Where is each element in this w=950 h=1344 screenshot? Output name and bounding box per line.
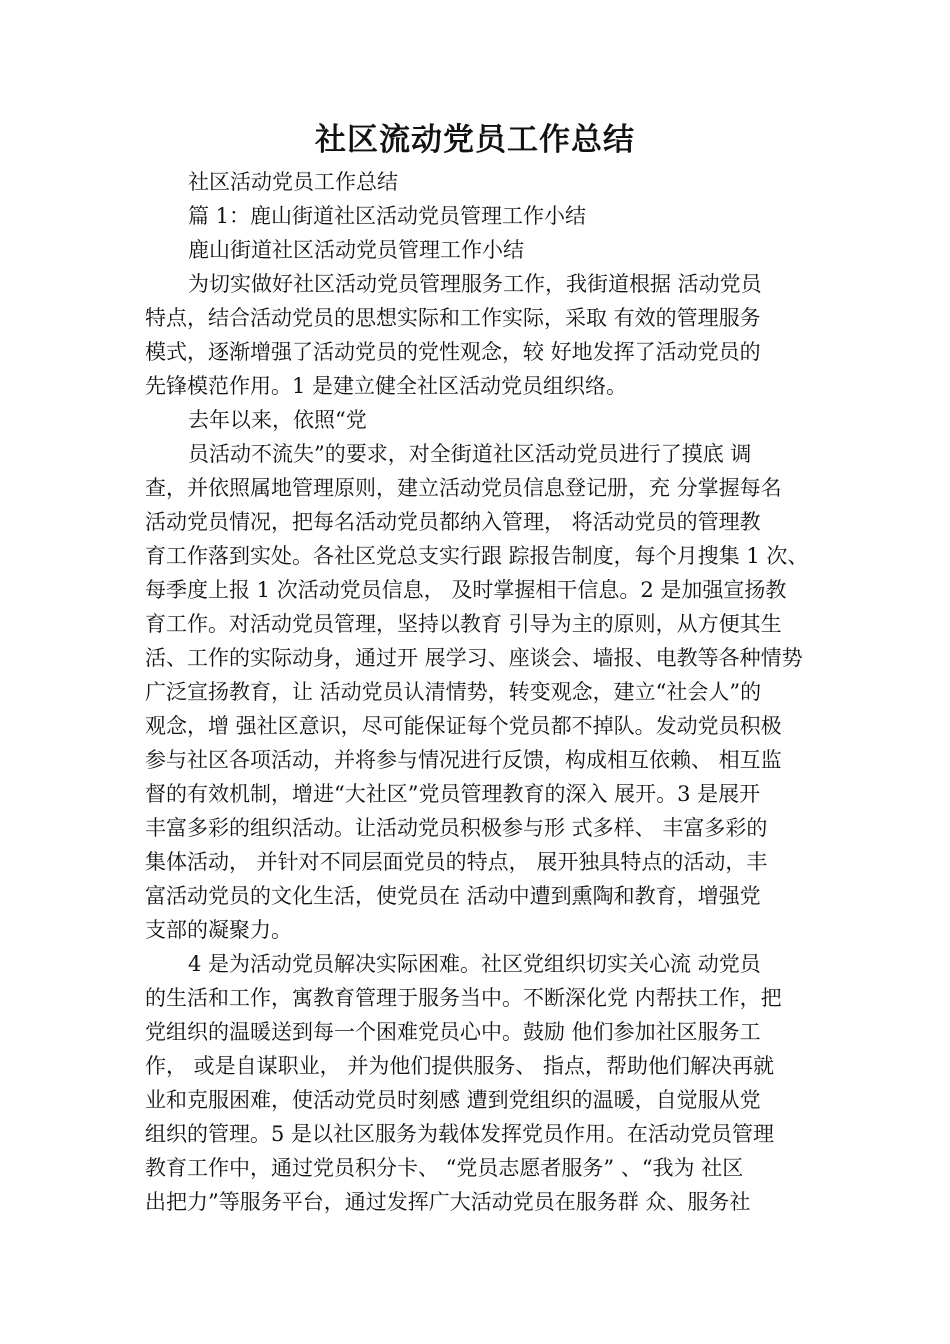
section-subtitle: 鹿山街道社区活动党员管理工作小结	[188, 238, 524, 262]
paragraph-line: 作， 或是自谋职业， 并为他们提供服务、 指点，帮助他们解决再就	[145, 1054, 775, 1078]
paragraph-line: 4 是为活动党员解决实际困难。社区党组织切实关心流 动党员	[188, 952, 761, 976]
paragraph-line: 先锋模范作用。1 是建立健全社区活动党员组织络。	[145, 374, 628, 398]
paragraph-line: 育工作落到实处。各社区党总支实行跟 踪报告制度，每个月搜集 1 次、	[145, 544, 809, 568]
paragraph-line: 丰富多彩的组织活动。让活动党员积极参与形 式多样、 丰富多彩的	[145, 816, 768, 840]
paragraph-line: 去年以来，依照“党	[188, 408, 367, 432]
paragraph-line: 出把力”等服务平台，通过发挥广大活动党员在服务群 众、服务社	[145, 1190, 751, 1214]
paragraph-line: 观念，增 强社区意识，尽可能保证每个党员都不掉队。发动党员积极	[145, 714, 782, 738]
paragraph-line: 督的有效机制，增进“大社区”党员管理教育的深入 展开。3 是展开	[145, 782, 761, 806]
paragraph-line: 的生活和工作，寓教育管理于服务当中。不断深化党 内帮扶工作，把	[145, 986, 782, 1010]
paragraph-line: 查，并依照属地管理原则，建立活动党员信息登记册，充 分掌握每名	[145, 476, 782, 500]
paragraph-line: 组织的管理。5 是以社区服务为载体发挥党员作用。在活动党员管理	[145, 1122, 775, 1146]
paragraph-line: 广泛宣扬教育，让 活动党员认清情势，转变观念，建立“社会人”的	[145, 680, 762, 704]
paragraph-line: 富活动党员的文化生活，使党员在 活动中遭到熏陶和教育，增强党	[145, 884, 761, 908]
section-heading: 篇 1：鹿山街道社区活动党员管理工作小结	[188, 204, 587, 228]
paragraph-line: 支部的凝聚力。	[145, 918, 292, 942]
paragraph-line: 教育工作中，通过党员积分卡、 “党员志愿者服务” 、“我为 社区	[145, 1156, 744, 1180]
paragraph-line: 活、工作的实际动身，通过开 展学习、座谈会、墙报、电教等各种情势	[145, 646, 803, 670]
paragraph-line: 为切实做好社区活动党员管理服务工作，我街道根据 活动党员	[188, 272, 762, 296]
paragraph-line: 育工作。对活动党员管理，坚持以教育 引导为主的原则，从方便其生	[145, 612, 782, 636]
paragraph-line: 模式，逐渐增强了活动党员的党性观念，较 好地发挥了活动党员的	[145, 340, 761, 364]
paragraph-line: 党组织的温暖送到每一个困难党员心中。鼓励 他们参加社区服务工	[145, 1020, 761, 1044]
paragraph-line: 集体活动， 并针对不同层面党员的特点， 展开独具特点的活动，丰	[145, 850, 768, 874]
paragraph-line: 特点，结合活动党员的思想实际和工作实际，采取 有效的管理服务	[145, 306, 761, 330]
paragraph-line: 参与社区各项活动，并将参与情况进行反馈，构成相互依赖、 相互监	[145, 748, 782, 772]
paragraph-line: 业和克服困难，使活动党员时刻感 遭到党组织的温暖，自觉服从党	[145, 1088, 761, 1112]
subtitle-line: 社区活动党员工作总结	[188, 170, 398, 194]
document-title: 社区流动党员工作总结	[315, 122, 635, 158]
paragraph-line: 活动党员情况，把每名活动党员都纳入管理， 将活动党员的管理教	[145, 510, 761, 534]
paragraph-line: 每季度上报 1 次活动党员信息， 及时掌握相干信息。2 是加强宣扬教	[145, 578, 787, 602]
paragraph-line: 员活动不流失”的要求，对全街道社区活动党员进行了摸底 调	[188, 442, 752, 466]
